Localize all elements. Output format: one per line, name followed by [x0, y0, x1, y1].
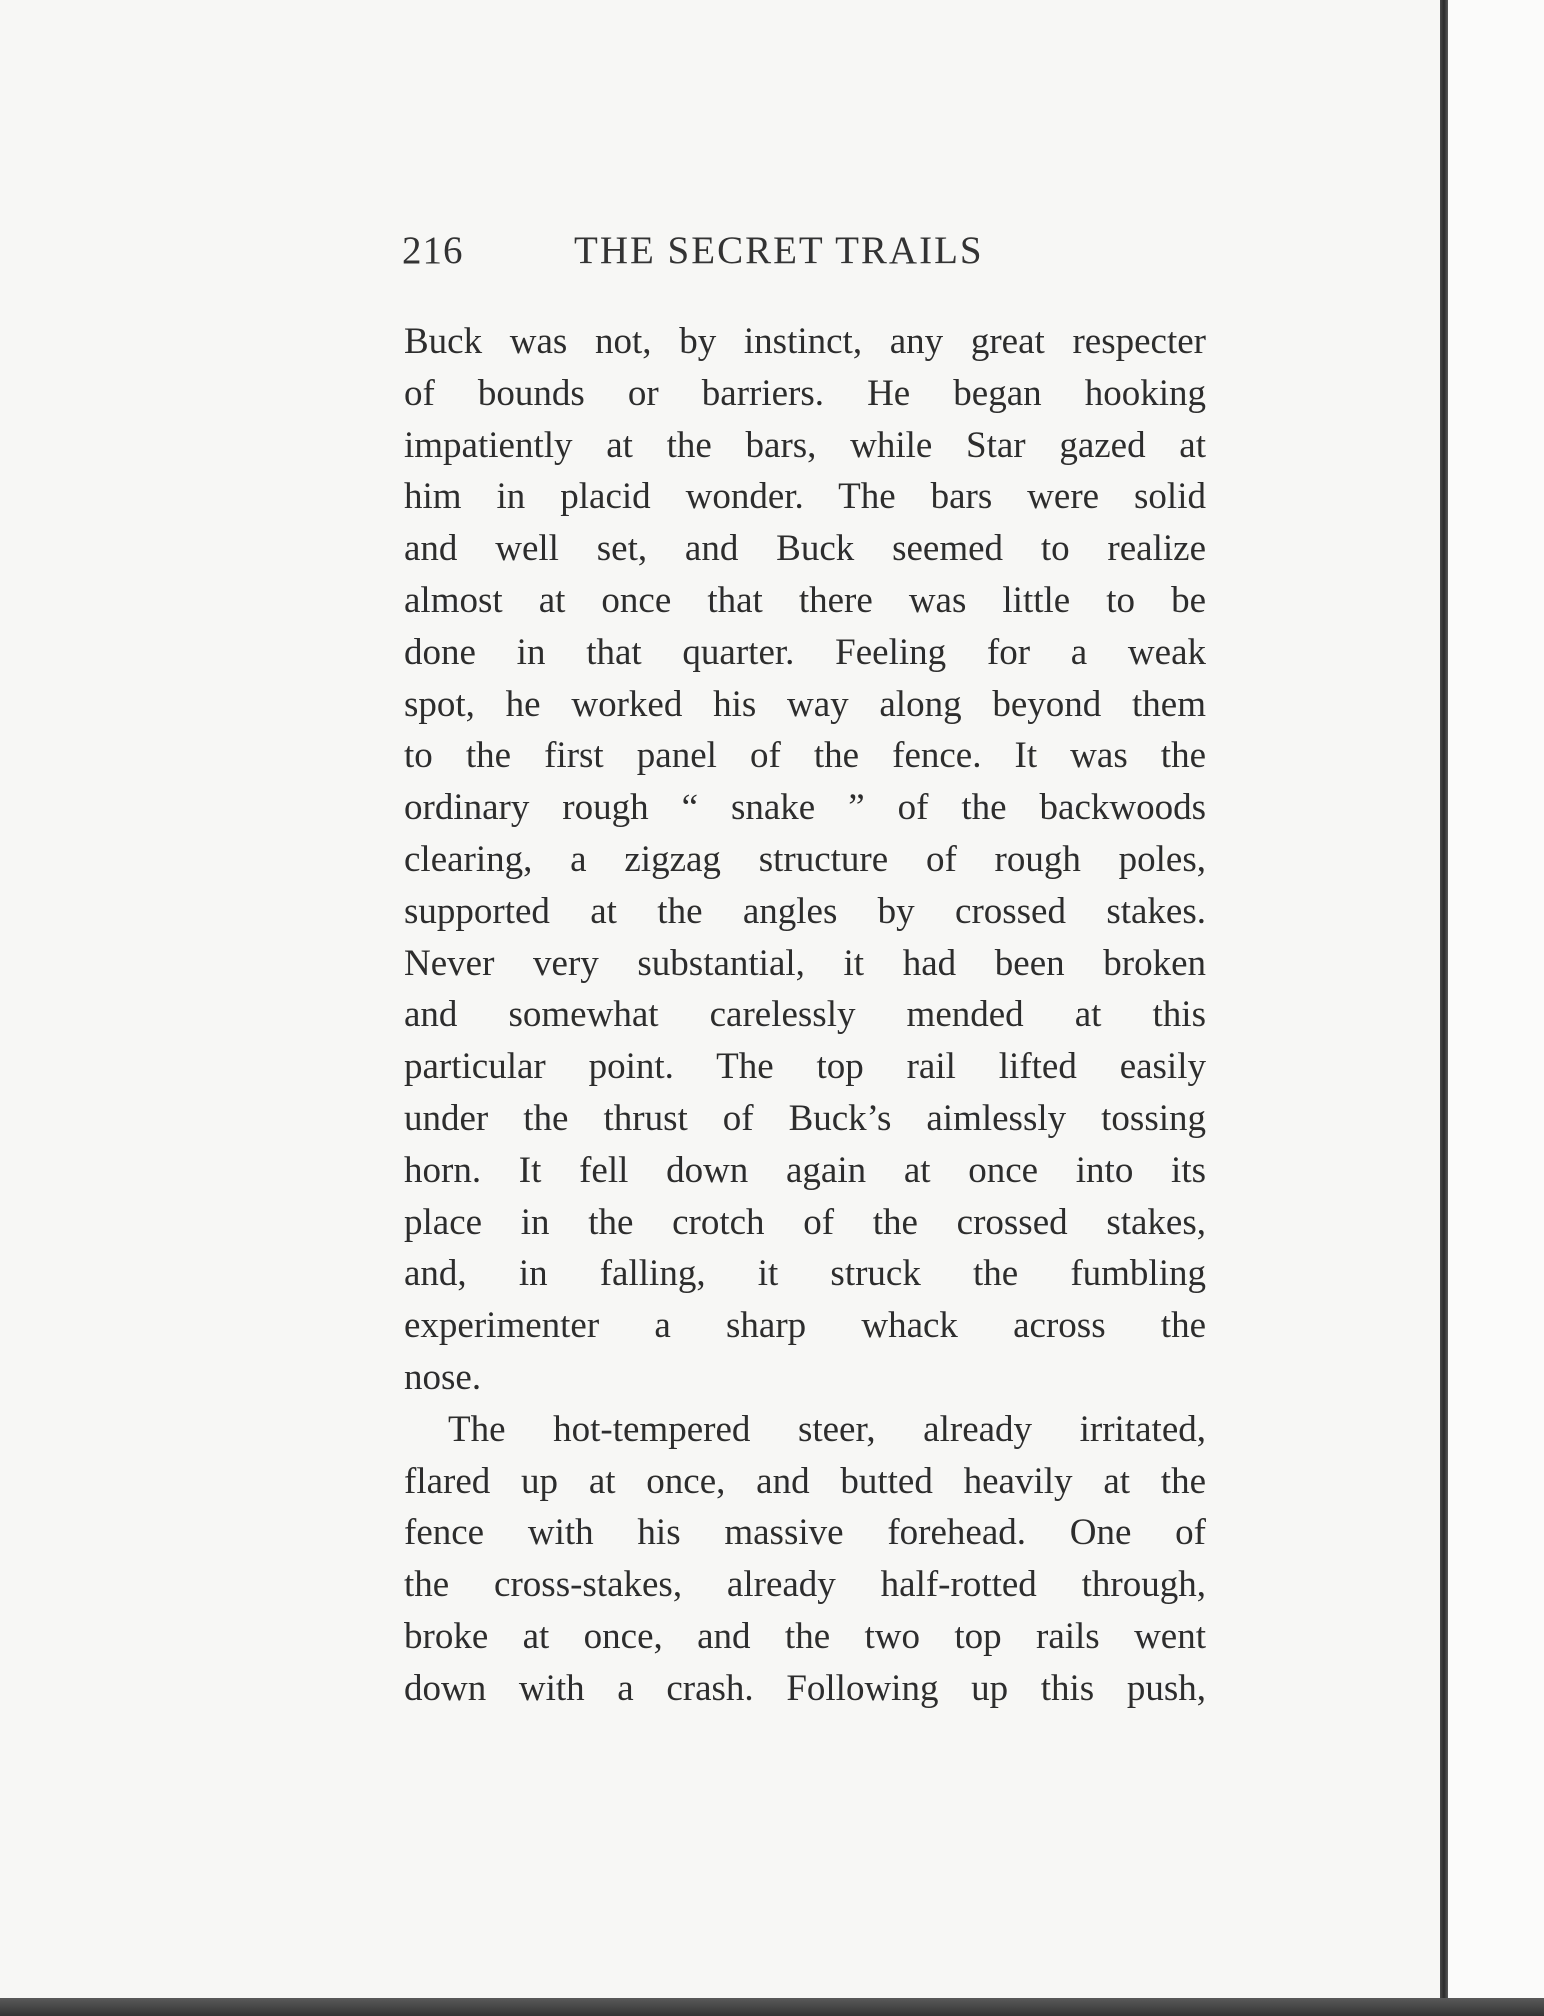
- text-line: nose.: [404, 1356, 482, 1398]
- text-line: impatiently at the bars, while Star gazed at: [404, 424, 1206, 466]
- text-line: ordinary rough “ snake ” of the backwoods: [404, 787, 1206, 829]
- text-line: of bounds or barriers. He began hooking: [404, 372, 1206, 414]
- text-line: and somewhat carelessly mended at this: [404, 994, 1206, 1036]
- text-line: The hot-tempered steer, already irritated,: [448, 1408, 1206, 1450]
- text-line: particular point. The top rail lifted easily: [404, 1046, 1206, 1088]
- text-line: place in the crotch of the crossed stakes,: [404, 1201, 1206, 1243]
- text-line: him in placid wonder. The bars were solid: [404, 476, 1206, 518]
- page-header: [402, 228, 1222, 288]
- text-line: fence with his massive forehead. One of: [404, 1512, 1206, 1554]
- text-line: broke at once, and the two top rails went: [404, 1615, 1206, 1657]
- text-line: done in that quarter. Feeling for a weak: [404, 631, 1206, 673]
- text-line: Buck was not, by instinct, any great respecter: [404, 321, 1206, 362]
- scan-margin: [1448, 0, 1544, 2016]
- text-line: the cross-stakes, already half-rotted through,: [404, 1564, 1206, 1606]
- text-line: experimenter a sharp whack across the: [404, 1305, 1206, 1347]
- text-line: flared up at once, and butted heavily at the: [404, 1460, 1206, 1502]
- body-text: [404, 316, 1206, 1715]
- text-line: down with a crash. Following up this push,: [404, 1667, 1206, 1709]
- text-line: Never very substantial, it had been broken: [404, 942, 1206, 984]
- text-line: almost at once that there was little to be: [404, 579, 1206, 621]
- text-line: spot, he worked his way along beyond them: [404, 683, 1206, 725]
- text-line: supported at the angles by crossed stakes.: [404, 890, 1206, 932]
- page-edge-shadow: [1440, 0, 1448, 2016]
- text-line: and, in falling, it struck the fumbling: [404, 1253, 1206, 1295]
- bottom-edge-shadow: [0, 1998, 1544, 2016]
- text-line: to the first panel of the fence. It was the: [404, 735, 1206, 777]
- text-line: horn. It fell down again at once into its: [404, 1149, 1206, 1191]
- text-line: and well set, and Buck seemed to realize: [404, 528, 1206, 570]
- text-line: under the thrust of Buck’s aimlessly tossing: [404, 1097, 1206, 1139]
- running-title: THE SECRET TRAILS: [574, 229, 984, 272]
- page-number: 216: [402, 229, 464, 272]
- text-line: clearing, a zigzag structure of rough poles,: [404, 838, 1206, 880]
